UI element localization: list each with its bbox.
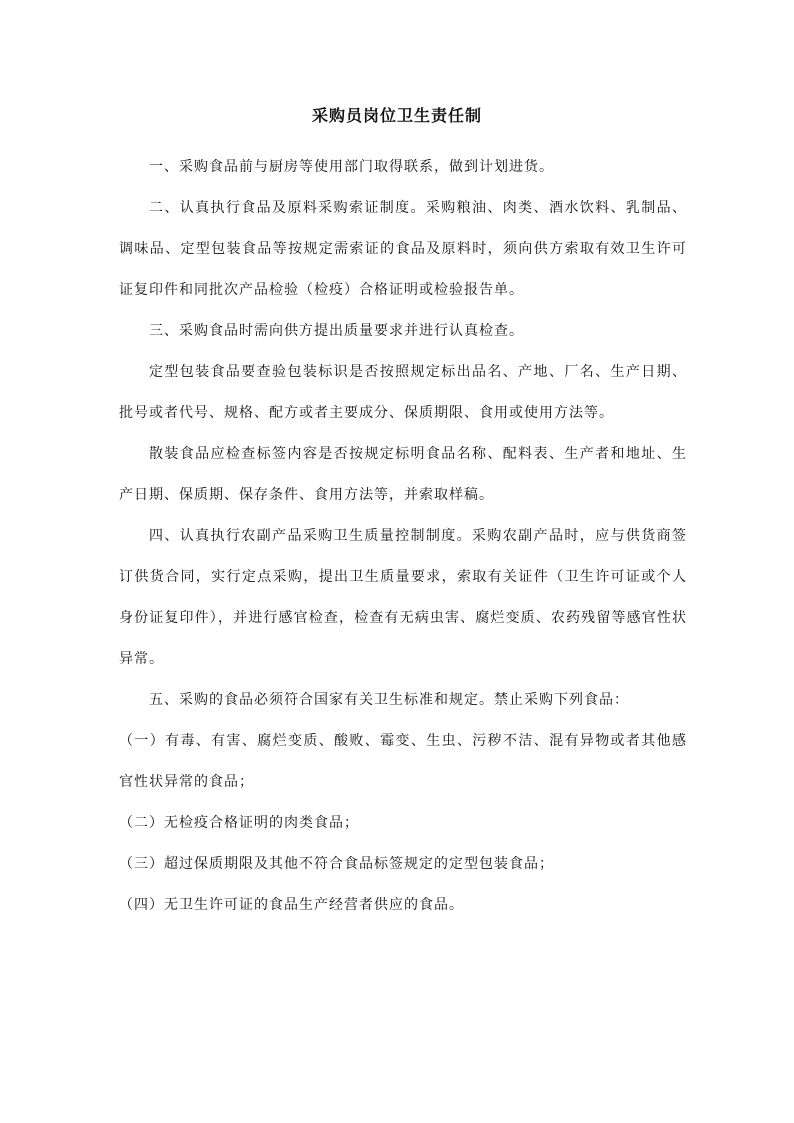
list-item-1: （一）有毒、有害、腐烂变质、酸败、霉变、生虫、污秽不洁、混有异物或者其他感官性状异常的食品； (119, 733, 687, 790)
paragraph-2: 二、认真执行食品及原料采购索证制度。采购粮油、肉类、酒水饮料、乳制品、调味品、定型包装食品等按规定需索证的食品及原料时，须向供方索取有效卫生许可证复印件和同批次产品检验（检疫）合格证明或检验报告单。 (119, 200, 687, 298)
paragraph-1: 一、采购食品前与厨房等使用部门取得联系，做到计划进货。 (149, 159, 554, 175)
paragraph-4: 定型包装食品要查验包装标识是否按照规定标出品名、产地、厂名、生产日期、批号或者代号、规格、配方或者主要成分、保质期限、食用或使用方法等。 (119, 364, 687, 421)
list-item-3: （三）超过保质期限及其他不符合食品标签规定的定型包装食品； (119, 856, 554, 872)
document-title: 采购员岗位卫生责任制 (311, 106, 482, 125)
paragraph-6: 四、认真执行农副产品采购卫生质量控制制度。采购农副产品时，应与供货商签订供货合同，实行定点采购，提出卫生质量要求，索取有关证件（卫生许可证或个人身份证复印件），并进行感官检查，检查有无病虫害、腐烂变质、农药残留等感官性状异常。 (119, 528, 687, 667)
list-item-4: （四）无卫生许可证的食品生产经营者供应的食品。 (119, 897, 464, 913)
document-body (119, 147, 687, 926)
list-item-2: （二）无检疫合格证明的肉类食品； (119, 815, 359, 831)
paragraph-5: 散装食品应检查标签内容是否按规定标明食品名称、配料表、生产者和地址、生产日期、保质期、保存条件、食用方法等，并索取样稿。 (119, 446, 687, 503)
paragraph-7: 五、采购的食品必须符合国家有关卫生标准和规定。禁止采购下列食品： (149, 692, 629, 708)
paragraph-3: 三、采购食品时需向供方提出质量要求并进行认真检查。 (149, 323, 524, 339)
